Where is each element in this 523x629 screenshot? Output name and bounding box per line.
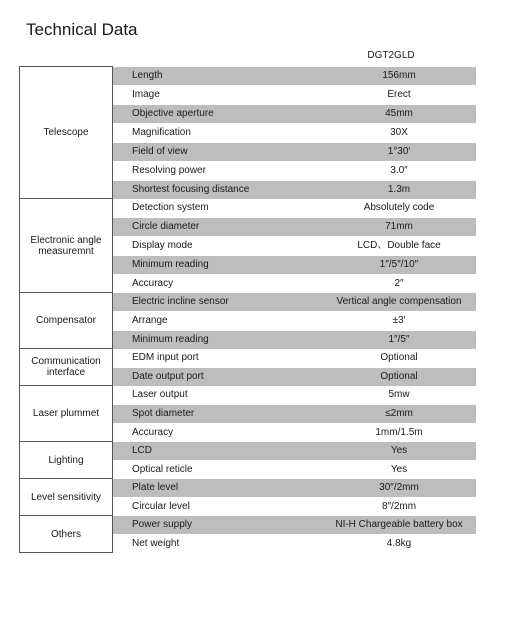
param-cell: Arrange	[113, 311, 323, 330]
value-cell: NI-H Chargeable battery box	[322, 516, 476, 535]
value-cell: 3.0″	[322, 161, 476, 180]
param-cell: Net weight	[113, 534, 323, 553]
param-cell: Accuracy	[113, 423, 323, 442]
spec-table	[19, 66, 476, 553]
value-cell: ≤2mm	[322, 404, 476, 423]
param-cell: Circle diameter	[113, 217, 323, 236]
value-cell: Yes	[322, 460, 476, 479]
param-cell: Display mode	[113, 236, 323, 255]
category-cell: Level sensitivity	[20, 479, 113, 516]
category-cell: Communication interface	[20, 349, 113, 386]
spec-row	[20, 516, 477, 535]
value-cell: 1°30′	[322, 142, 476, 161]
value-cell: 1″/5″	[322, 330, 476, 349]
param-cell: Image	[113, 85, 323, 104]
param-cell: Power supply	[113, 516, 323, 535]
value-cell: 30X	[322, 123, 476, 142]
param-cell: Circular level	[113, 497, 323, 516]
param-cell: Optical reticle	[113, 460, 323, 479]
category-cell: Electronic angle measuremnt	[20, 199, 113, 293]
value-cell: LCD、Double face	[322, 236, 476, 255]
model-header: DGT2GLD	[367, 50, 415, 61]
param-cell: Plate level	[113, 479, 323, 498]
param-cell: Laser output	[113, 386, 323, 405]
value-cell: Optional	[322, 367, 476, 386]
value-cell: Yes	[322, 442, 476, 461]
spec-row	[20, 199, 477, 218]
param-cell: Date output port	[113, 367, 323, 386]
value-cell: 8″/2mm	[322, 497, 476, 516]
spec-row	[20, 386, 477, 405]
value-cell: 2″	[322, 274, 476, 293]
value-cell: 1.3m	[322, 180, 476, 199]
value-cell: 1mm/1.5m	[322, 423, 476, 442]
category-cell: Lighting	[20, 442, 113, 479]
param-cell: Accuracy	[113, 274, 323, 293]
spec-row	[20, 479, 477, 498]
param-cell: Detection system	[113, 199, 323, 218]
value-cell: Erect	[322, 85, 476, 104]
spec-row	[20, 293, 477, 312]
param-cell: Electric incline sensor	[113, 293, 323, 312]
category-cell: Compensator	[20, 293, 113, 349]
param-cell: Minimum reading	[113, 330, 323, 349]
param-cell: Length	[113, 67, 323, 86]
value-cell: 4.8kg	[322, 534, 476, 553]
value-cell: Vertical angle compensation	[322, 293, 476, 312]
category-cell: Telescope	[20, 67, 113, 199]
param-cell: LCD	[113, 442, 323, 461]
category-cell: Others	[20, 516, 113, 553]
value-cell: Optional	[322, 349, 476, 368]
value-cell: ±3′	[322, 311, 476, 330]
value-cell: Absolutely code	[322, 199, 476, 218]
param-cell: Field of view	[113, 142, 323, 161]
value-cell: 30″/2mm	[322, 479, 476, 498]
page-title: Technical Data	[26, 20, 138, 39]
param-cell: EDM input port	[113, 349, 323, 368]
value-cell: 1″/5″/10″	[322, 255, 476, 274]
param-cell: Minimum reading	[113, 255, 323, 274]
spec-row	[20, 442, 477, 461]
param-cell: Resolving power	[113, 161, 323, 180]
param-cell: Objective aperture	[113, 104, 323, 123]
param-cell: Spot diameter	[113, 404, 323, 423]
param-cell: Magnification	[113, 123, 323, 142]
value-cell: 156mm	[322, 67, 476, 86]
value-cell: 71mm	[322, 217, 476, 236]
value-cell: 5mw	[322, 386, 476, 405]
value-cell: 45mm	[322, 104, 476, 123]
param-cell: Shortest focusing distance	[113, 180, 323, 199]
spec-row	[20, 349, 477, 368]
category-cell: Laser plummet	[20, 386, 113, 442]
spec-row	[20, 67, 477, 86]
